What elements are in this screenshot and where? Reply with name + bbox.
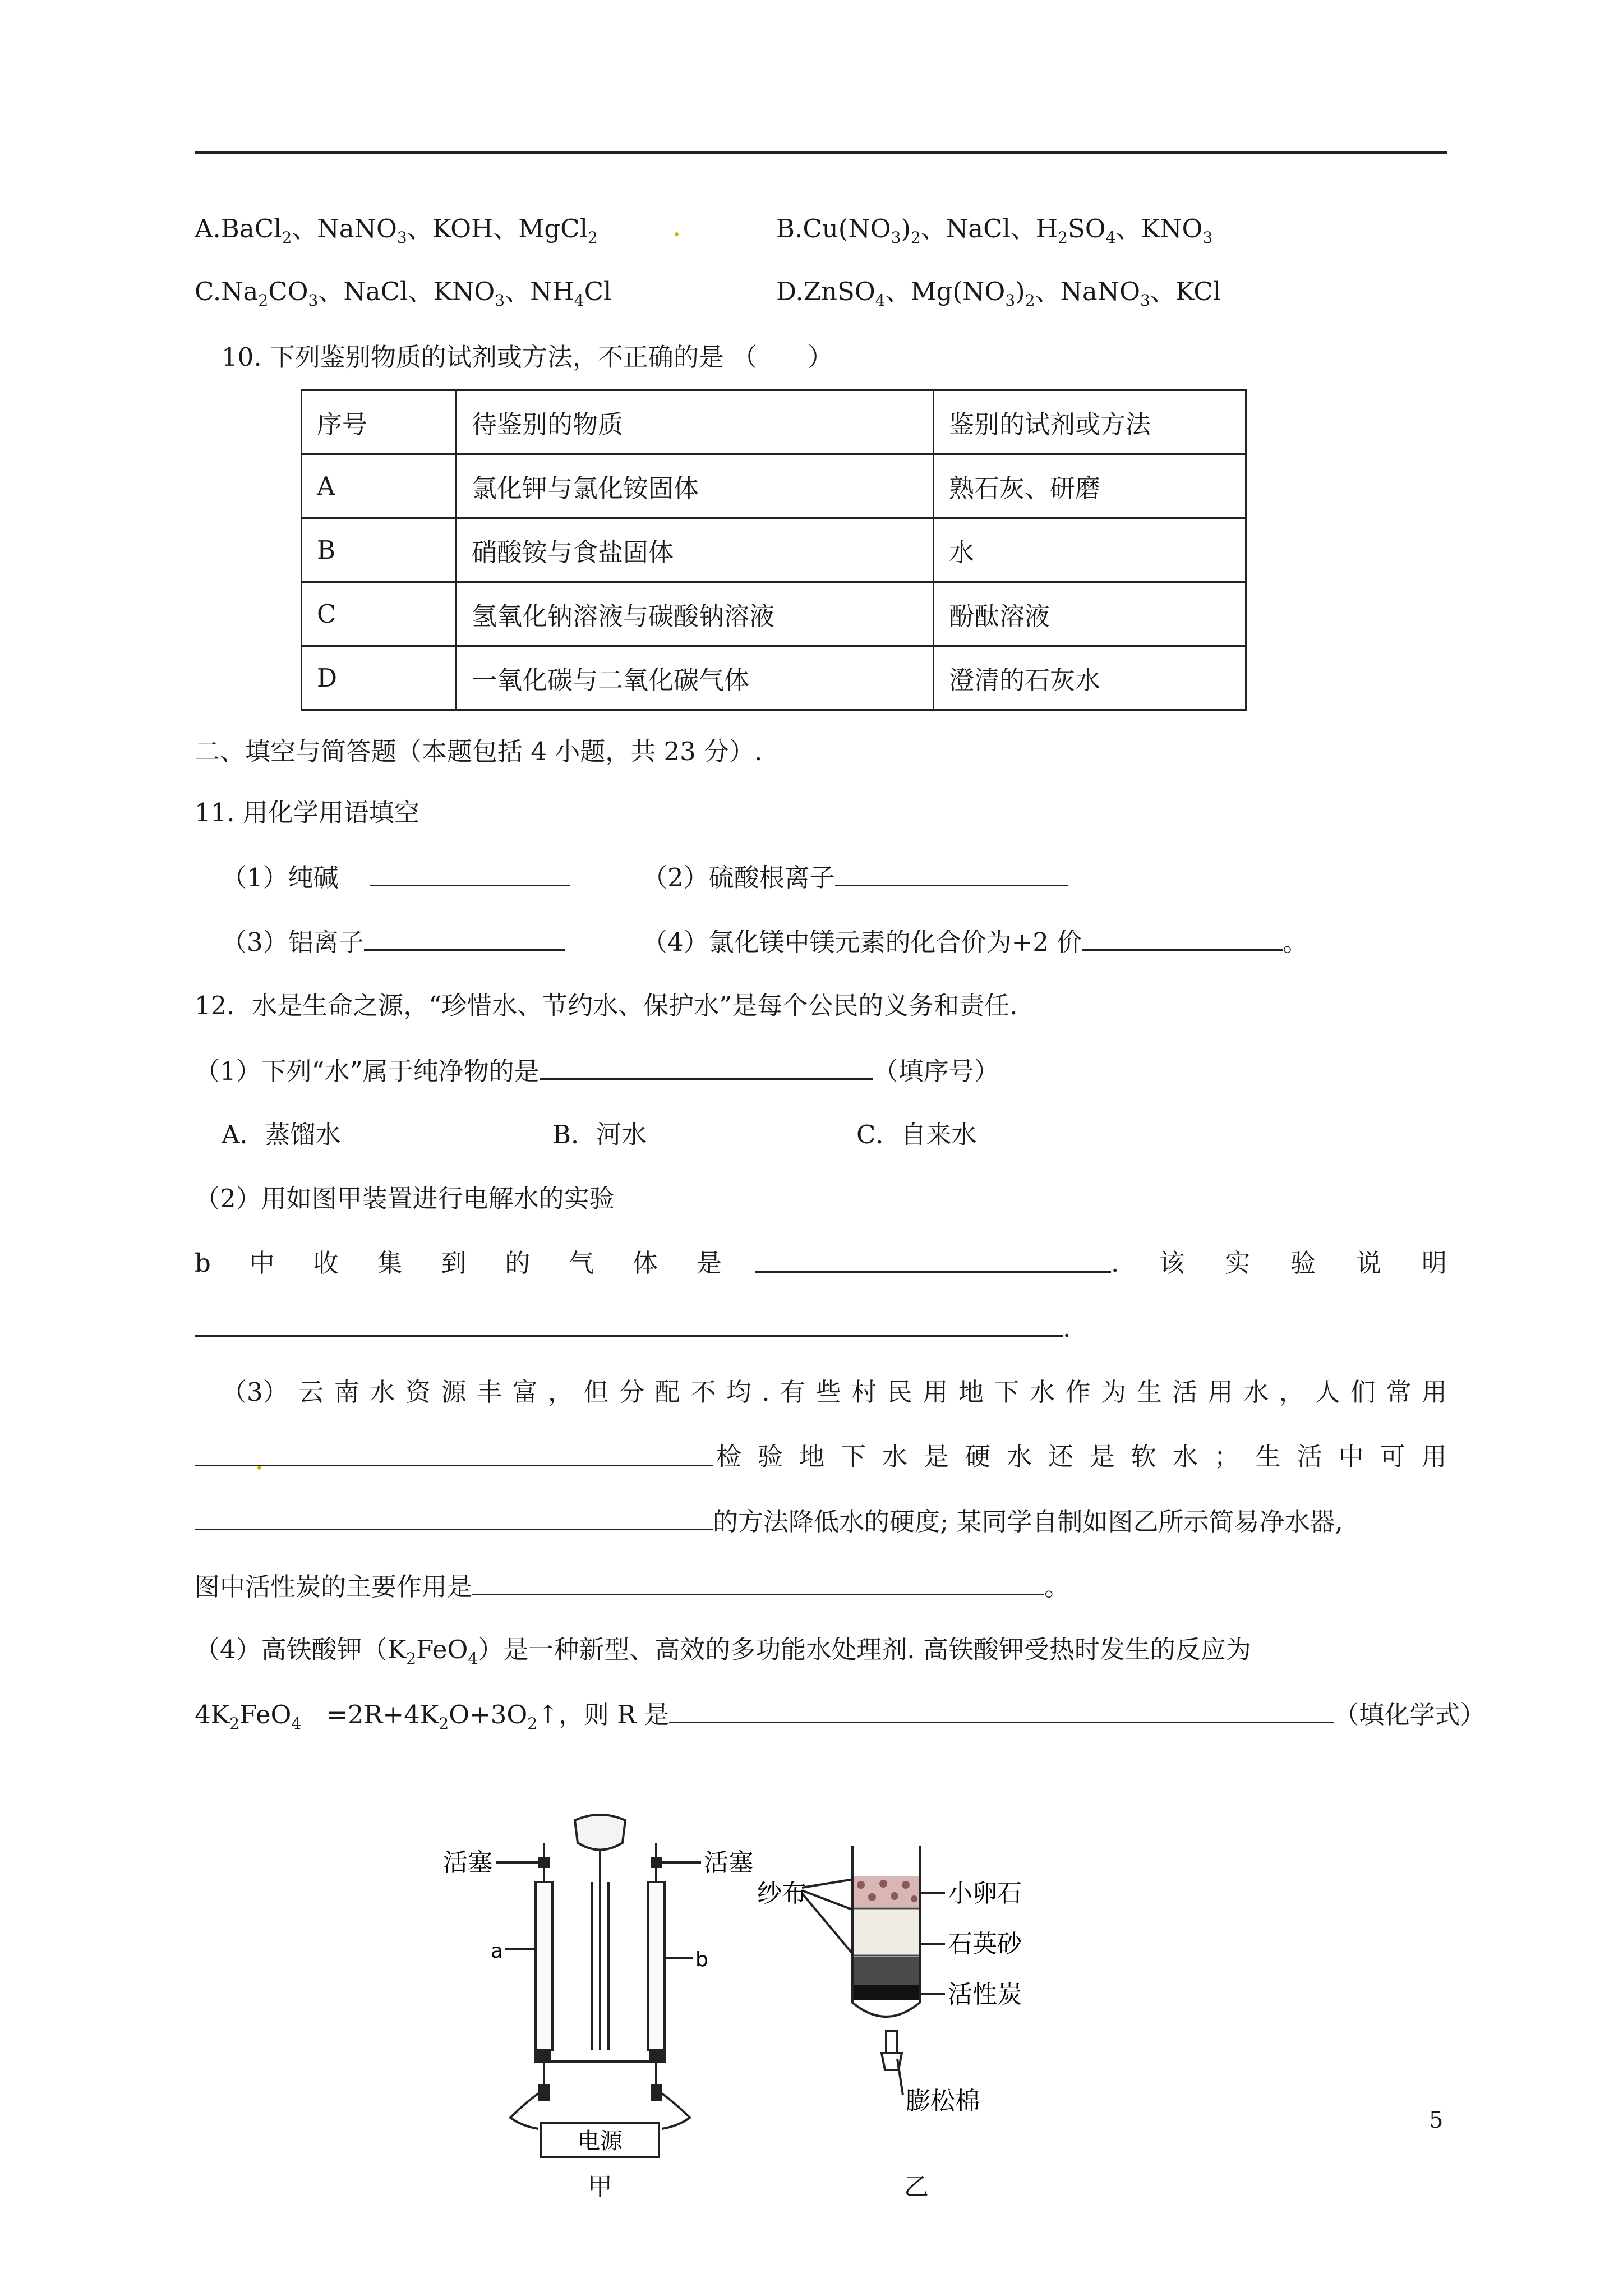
text-char: 地	[958, 1377, 984, 1407]
text-char: 用	[1207, 1377, 1233, 1407]
table-cell: 硝酸铵与食盐固体	[457, 518, 934, 582]
text-char: 验	[1290, 1248, 1316, 1278]
power-source-label: 电源	[578, 2128, 623, 2154]
text-char: 配	[654, 1377, 680, 1407]
chemical-formula: $Na_2CO_3$	[221, 277, 319, 310]
q11-part1: （1）纯碱	[222, 860, 570, 895]
text-char: 水	[1172, 1442, 1198, 1471]
text-char: （3）	[222, 1377, 288, 1407]
table-header-cell: 鉴别的试剂或方法	[934, 390, 1246, 454]
answer-blank[interactable]	[540, 1053, 873, 1080]
q12-part3-line3: 的方法降低水的硬度; 某同学自制如图乙所示简易净水器,	[195, 1504, 1343, 1539]
chemical-formula: $KNO_3$	[1141, 214, 1213, 247]
text-char: 用	[1421, 1377, 1447, 1407]
answer-blank[interactable]	[195, 1504, 713, 1530]
table-row	[302, 454, 1246, 518]
chemical-formula: MgCl$_2$	[518, 214, 598, 247]
q12-part3-line4: 图中活性炭的主要作用是 。	[195, 1569, 1069, 1604]
q10-table	[301, 389, 1247, 711]
text-char: 分	[619, 1377, 645, 1407]
text-char: ，	[1279, 1377, 1304, 1407]
text-char: 的	[505, 1248, 531, 1278]
text-char: 生	[1255, 1442, 1281, 1471]
chemical-formula: NaCl	[343, 277, 408, 306]
text-char: 集	[377, 1248, 403, 1278]
answer-blank[interactable]	[472, 1569, 1044, 1595]
text-char: 水	[1006, 1442, 1032, 1471]
text-char: 水	[882, 1442, 907, 1471]
text-char: 还	[1048, 1442, 1073, 1471]
q11-stem: 11. 用化学用语填空	[195, 798, 419, 827]
chemical-formula: $Mg(NO_3)_2$	[910, 277, 1035, 310]
section-title: 二、填空与简答题（本题包括 4 小题，共 23 分）.	[195, 737, 763, 766]
table-cell: 水	[934, 518, 1246, 582]
text-char: 活	[1172, 1377, 1198, 1407]
text-char: 均	[726, 1377, 751, 1407]
text-char: 源	[441, 1377, 467, 1407]
q11-part3: （3）铝离子	[222, 924, 565, 959]
q12-choice-c: C．自来水	[856, 1120, 977, 1149]
text-char: 明	[1421, 1248, 1447, 1278]
text-char: 人	[1315, 1377, 1340, 1407]
text-char: 水	[1029, 1377, 1055, 1407]
label-activated-carbon: 活性炭	[948, 1980, 1022, 2009]
answer-blank[interactable]	[370, 860, 570, 886]
text-char: 该	[1159, 1248, 1185, 1278]
text-char: 民	[887, 1377, 912, 1407]
text-char: 检	[716, 1442, 742, 1471]
text-char: 活	[1297, 1442, 1322, 1471]
text-char: ，	[548, 1377, 574, 1407]
label-gauze: 纱布	[757, 1879, 806, 1908]
chemical-formula: BaCl$_2$	[220, 214, 292, 247]
text-char: 资	[405, 1377, 431, 1407]
text-char: 地	[799, 1442, 824, 1471]
text-char: 们	[1350, 1377, 1376, 1407]
text-char: ；	[1214, 1442, 1239, 1471]
text-char: 可	[1380, 1442, 1405, 1471]
table-cell: 一氧化碳与二氧化碳气体	[457, 646, 934, 710]
chemical-formula: $NH_4Cl$	[530, 277, 612, 310]
table-cell: 氯化钾与氯化铵固体	[457, 454, 934, 518]
text-char: 软	[1131, 1442, 1156, 1471]
q9-option-a: A.BaCl$_2$、NaNO$_3$、KOH、MgCl$_2$	[195, 214, 598, 247]
header-rule	[195, 151, 1447, 154]
q12-part3-line1	[222, 1375, 1447, 1409]
text-char: 不	[690, 1377, 716, 1407]
label-pebbles: 小卵石	[948, 1879, 1022, 1908]
table-cell: B	[302, 518, 457, 582]
answer-blank[interactable]	[1082, 924, 1283, 951]
q12-part4-line1: （4）高铁酸钾$(K_2FeO_4)$是一种新型、高效的多功能水处理剂. 高铁酸钾受热时发生的反应为	[195, 1635, 1251, 1668]
table-cell: 澄清的石灰水	[934, 646, 1246, 710]
text-char: 是	[923, 1442, 949, 1471]
text-char: 为	[1101, 1377, 1127, 1407]
text-char: 实	[1225, 1248, 1251, 1278]
table-cell: A	[302, 454, 457, 518]
table-cell: 熟石灰、研磨	[934, 454, 1246, 518]
text-char: .	[762, 1377, 770, 1407]
text-char: 丰	[476, 1377, 502, 1407]
q12-part2-line2: .	[195, 1310, 1071, 1345]
label-cotton: 膨松棉	[906, 2087, 980, 2115]
q12-choice-b: B．河水	[552, 1120, 647, 1149]
q12-stem: 12．水是生命之源，“珍惜水、节约水、保护水”是每个公民的义务和责任.	[195, 991, 1018, 1020]
table-cell: C	[302, 582, 457, 646]
table-header-cell: 待鉴别的物质	[457, 390, 934, 454]
text-char: 收	[313, 1248, 339, 1278]
text-char: 但	[583, 1377, 609, 1407]
text-char: 验	[757, 1442, 783, 1471]
table-row	[302, 582, 1246, 646]
chemical-formula: ZnSO$_4$	[803, 277, 886, 310]
text-char: b	[195, 1248, 211, 1278]
q10-stem: 10. 下列鉴别物质的试剂或方法，不正确的是 （ ）	[222, 342, 833, 372]
q9-option-d: D.ZnSO$_4$、$Mg(NO_3)_2$、NaNO$_3$、KCl	[776, 277, 1221, 310]
text-char: 生	[1136, 1377, 1162, 1407]
q12-part1: （1）下列“水”属于纯净物的是 （填序号）	[195, 1053, 999, 1088]
q12-part2: （2）用如图甲装置进行电解水的实验	[195, 1184, 615, 1213]
page-number: 5	[1429, 2108, 1444, 2133]
text-char: 中	[1338, 1442, 1364, 1471]
text-char: 水	[1243, 1377, 1269, 1407]
stray-dot	[675, 232, 679, 236]
table-cell: 氢氧化钠溶液与碳酸钠溶液	[457, 582, 934, 646]
text-char: 水	[370, 1377, 395, 1407]
label-quartz-sand: 石英砂	[948, 1930, 1022, 1958]
label-stopcock-right: 活塞	[704, 1848, 753, 1877]
q11-part2: （2）硫酸根离子	[642, 860, 1068, 895]
q11-part4: （4）氯化镁中镁元素的化合价为+2 价 。	[642, 924, 1308, 959]
figure-electrolysis-apparatus	[443, 1809, 757, 2168]
text-char: 云	[298, 1377, 324, 1407]
text-char: 村	[851, 1377, 877, 1407]
text-char: 用	[923, 1377, 948, 1407]
chemical-formula: KCl	[1175, 277, 1221, 306]
table-cell: D	[302, 646, 457, 710]
table-header-cell: 序号	[302, 390, 457, 454]
text-char: 南	[334, 1377, 359, 1407]
text-char: 作	[1065, 1377, 1091, 1407]
text-char: 用	[1421, 1442, 1447, 1471]
figure-water-purifier	[757, 1846, 1049, 2160]
answer-blank[interactable]	[755, 1246, 1111, 1273]
table-cell: 酚酞溶液	[934, 582, 1246, 646]
text-char: 是	[696, 1248, 722, 1278]
answer-blank[interactable]	[195, 1440, 713, 1466]
chemical-formula: NaCl	[946, 214, 1011, 243]
table-row	[302, 646, 1246, 710]
answer-blank[interactable]	[364, 924, 565, 951]
text-char: 中	[249, 1248, 275, 1278]
text-char: 硬	[965, 1442, 990, 1471]
answer-blank[interactable]	[195, 1310, 1063, 1337]
stray-dot	[257, 1466, 261, 1470]
text-char: 是	[1089, 1442, 1115, 1471]
table-row	[302, 518, 1246, 582]
text-char: 富	[512, 1377, 538, 1407]
chemical-formula: $H_2SO_4$	[1035, 214, 1116, 247]
answer-blank[interactable]	[669, 1697, 1334, 1723]
q9-option-b: $B.Cu(NO_3)_2$、NaCl、$H_2SO_4$、$KNO_3$	[776, 214, 1213, 247]
label-b: b	[695, 1948, 708, 1971]
q9-option-c: $C.Na_2CO_3$、NaCl、$KNO_3$、$NH_4Cl$	[195, 277, 612, 310]
chemical-formula: NaNO$_3$	[1060, 277, 1150, 310]
label-stopcock-left: 活塞	[443, 1848, 492, 1877]
q12-part4-equation: $4K_2FeO_4$ $=2R+4K_2O+3O_2↑$，则 R 是 （填化学式）	[195, 1697, 1485, 1732]
text-char: 说	[1356, 1248, 1382, 1278]
chemical-formula: NaNO$_3$	[317, 214, 407, 247]
chemical-formula: $KNO_3$	[433, 277, 505, 310]
chemical-formula: $Cu(NO_3)_2$	[803, 214, 921, 247]
label-a: a	[491, 1940, 504, 1963]
text-char: 体	[633, 1248, 658, 1278]
q12-choice-a: A．蒸馏水	[222, 1120, 341, 1149]
text-char: 下	[994, 1377, 1020, 1407]
text-char: 常	[1386, 1377, 1412, 1407]
figure-caption-yi: 乙	[904, 2173, 929, 2201]
text-char: 到	[441, 1248, 467, 1278]
text-char: .	[1111, 1248, 1119, 1278]
chemical-formula: KOH	[432, 214, 494, 243]
table-header-row	[302, 390, 1246, 454]
text-char: 有	[780, 1377, 806, 1407]
figure-caption-jia: 甲	[588, 2173, 612, 2201]
text-char: 下	[840, 1442, 866, 1471]
answer-blank[interactable]	[835, 860, 1068, 886]
text-char: 些	[815, 1377, 841, 1407]
text-char: 气	[569, 1248, 594, 1278]
